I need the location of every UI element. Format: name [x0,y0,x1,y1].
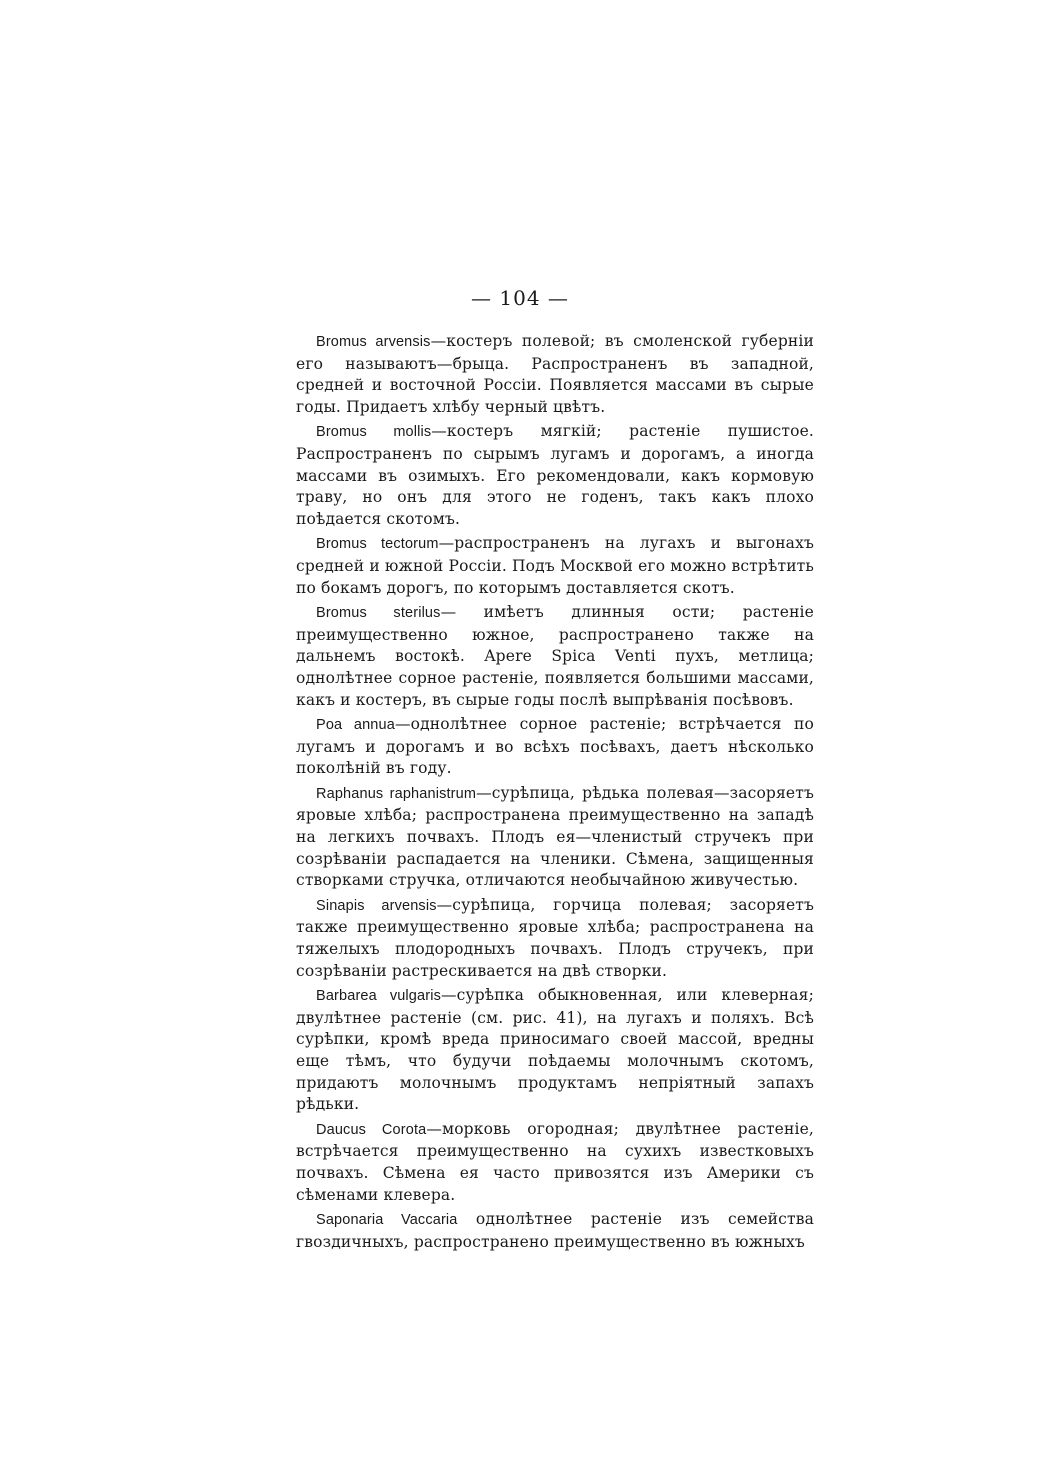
species-term: Bromus sterilus [316,605,441,622]
paragraph-barbarea-vulgaris [296,985,814,1116]
species-term: Bromus mollis [316,424,432,441]
paragraph-text: —однолѣтнее сорное растеніе; встрѣчается по лугамъ и дорогамъ и во всѣхъ посѣвахъ, даетъ нѣсколько поколѣній въ году. [296,715,815,778]
paragraph-bromus-sterilus [296,602,814,711]
paragraph-bromus-tectorum [296,533,814,599]
paragraph-poa-annua [296,714,814,780]
species-term: Bromus tectorum [316,536,439,553]
paragraph-saponaria-vaccaria [296,1209,814,1253]
species-term: Saponaria Vaccaria [316,1212,458,1229]
species-term: Daucus Corota [316,1121,427,1138]
species-term: Sinapis arvensis [316,897,437,914]
species-term: Bromus arvensis [316,334,431,350]
paragraph-daucus-corota [296,1119,814,1206]
species-term: Barbarea vulgaris [316,988,441,1005]
paragraph-raphanus-raphanistrum [296,783,814,892]
page-number: — 104 — [471,286,569,310]
paragraph-sinapis-arvensis [296,895,814,982]
paragraph-text: однолѣтнее растеніе изъ семейства гвоздичныхъ, распространено преимущественно въ южныхъ [296,1210,814,1251]
paragraph-text: —распространенъ на лугахъ и выгонахъ средней и южной Россіи. Подъ Москвой его можно встрѣтить по бокамъ дорогъ, по которымъ доставляется скотъ. [296,534,814,597]
species-term: Raphanus raphanistrum [316,785,477,802]
paragraph-text: —сурѣпица, рѣдька полевая—засоряетъ яровые хлѣба; распространена преимущественно на западѣ на легкихъ почвахъ. Плодъ ея—членистый стручекъ при созрѣваніи распадается на членики. Сѣмена, защищенныя створками стручка, отличаются необычайною живучестью. [296,783,814,890]
paragraph-text: —сурѣпица, горчица полевая; засоряетъ также преимущественно яровые хлѣба; распространена на тяжелыхъ плодородныхъ почвахъ. Плодъ стручекъ, при созрѣваніи растрескивается на двѣ створки. [296,895,814,980]
paragraph-text: —костеръ полевой; въ смоленской губерніи его называютъ—брыца. Распространенъ въ западной, средней и восточной Россіи. Появляется массами въ сырые годы. Придаетъ хлѣбу черный цвѣтъ. [296,332,814,416]
species-term: Poa annua [316,717,395,734]
paragraph-bromus-mollis [296,421,814,530]
paragraph-text: —морковь огородная; двулѣтнее растеніе, встрѣчается преимущественно на сухихъ известковыхъ почвахъ. Сѣмена ея часто привозятся изъ Америки съ сѣменами клевера. [296,1119,814,1204]
paragraph-bromus-arvensis [296,331,814,418]
paragraph-text: — имѣетъ длинныя ости; растеніе преимущественно южное, распространено также на дальнемъ востокѣ. Apere Spica Venti пухъ, метлица; однолѣтнее сорное растеніе, появляется большими массами, какъ и костеръ, въ сырые годы послѣ выпрѣванія посѣвовъ. [296,603,814,709]
text-body [296,331,814,1256]
paragraph-text: —костеръ мягкій; растеніе пушистое. Распространенъ по сырымъ лугамъ и дорогамъ, а иногда массами въ озимыхъ. Его рекомендовали, какъ кормовую траву, но онъ для этого не годенъ, такъ какъ плохо поѣдается скотомъ. [296,422,814,528]
paragraph-text: —сурѣпка обыкновенная, или клеверная; двулѣтнее растеніе (см. рис. 41), на лугахъ и поляхъ. Всѣ сурѣпки, кромѣ вреда приносимаго своей массой, вредны еще тѣмъ, что будучи поѣдаемы молочнымъ скотомъ, придаютъ молочнымъ продуктамъ непріятный запахъ рѣдьки. [296,986,814,1114]
